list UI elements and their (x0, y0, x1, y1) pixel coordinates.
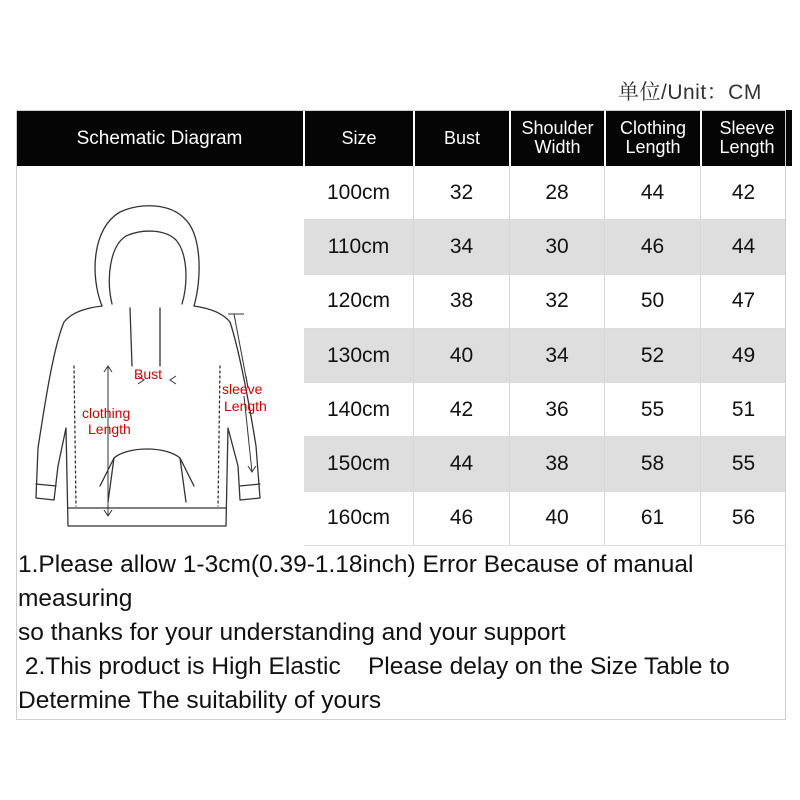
cell-bust: 40 (414, 329, 510, 382)
cell-bust: 42 (414, 383, 510, 436)
cell-sleeve: 44 (731, 234, 756, 258)
table-row (304, 275, 786, 329)
table-header (16, 110, 792, 166)
header-sleeve-length (702, 110, 792, 166)
cell-bust: 34 (414, 220, 510, 273)
header-schematic-diagram: Schematic Diagram (16, 110, 303, 166)
header-bust (415, 110, 509, 166)
header-size-line1: Size (341, 127, 377, 148)
cell-shoulder: 28 (510, 166, 605, 219)
table-row (304, 166, 786, 220)
table-row (304, 329, 786, 383)
note-line-2: so thanks for your understanding and your support (18, 619, 566, 646)
note-line-1: 1.Please allow 1-3cm(0.39-1.18inch) Error Because of manual measuring (18, 551, 694, 612)
cell-size: 150cm (304, 437, 414, 490)
header-size (305, 110, 413, 166)
cell-clothing: 44 (605, 166, 701, 219)
table-row (304, 492, 786, 546)
notes (18, 548, 788, 718)
header-shoulder-line1: Shoulder (521, 118, 594, 138)
cell-bust: 44 (414, 437, 510, 490)
cell-bust: 38 (414, 275, 510, 328)
header-sleeve-line1: Sleeve (719, 118, 775, 138)
cell-sleeve: 47 (731, 289, 756, 313)
cell-shoulder: 40 (510, 492, 605, 545)
label-bust: Bust (134, 366, 163, 382)
header-clothing-line1: Clothing (619, 118, 687, 138)
header-shoulder-line2: Width (534, 137, 581, 157)
cell-shoulder: 38 (510, 437, 605, 490)
cell-shoulder: 34 (510, 329, 605, 382)
unit-label: 单位/Unit：CM (618, 81, 762, 104)
header-clothing-length (606, 110, 700, 166)
hoodie-schematic (16, 166, 304, 543)
header-clothing-line2: Length (625, 137, 681, 157)
cell-sleeve: 51 (731, 397, 756, 421)
cell-size: 100cm (304, 166, 414, 219)
cell-clothing: 61 (605, 492, 701, 545)
cell-bust: 32 (414, 166, 510, 219)
cell-size: 110cm (304, 220, 414, 273)
cell-clothing: 55 (605, 383, 701, 436)
label-clothing-1: clothing (82, 405, 131, 421)
cell-size: 160cm (304, 492, 414, 545)
table-row (304, 220, 786, 274)
cell-clothing: 58 (605, 437, 701, 490)
cell-sleeve: 56 (731, 506, 756, 530)
cell-sleeve: 55 (731, 452, 756, 476)
cell-shoulder: 30 (510, 220, 605, 273)
cell-clothing: 50 (605, 275, 701, 328)
header-sleeve-line2: Length (719, 137, 775, 157)
header-shoulder-width (511, 110, 604, 166)
label-sleeve-1: sleeve (222, 381, 263, 397)
cell-shoulder: 36 (510, 383, 605, 436)
cell-clothing: 52 (605, 329, 701, 382)
label-sleeve-2: Length (224, 398, 267, 414)
cell-clothing: 46 (605, 220, 701, 273)
cell-size: 120cm (304, 275, 414, 328)
cell-shoulder: 32 (510, 275, 605, 328)
header-bust-line1: Bust (443, 127, 481, 148)
table-row (304, 437, 786, 491)
table-row (304, 383, 786, 437)
cell-sleeve: 42 (731, 180, 756, 204)
hoodie-outline-icon (16, 166, 304, 543)
note-line-3: 2.This product is High Elastic Please delay on the Size Table to Determine The suitability of yours (18, 653, 737, 714)
size-table (304, 166, 786, 546)
cell-size: 130cm (304, 329, 414, 382)
cell-sleeve: 49 (731, 343, 756, 367)
label-clothing-2: Length (88, 421, 131, 437)
cell-bust: 46 (414, 492, 510, 545)
cell-size: 140cm (304, 383, 414, 436)
